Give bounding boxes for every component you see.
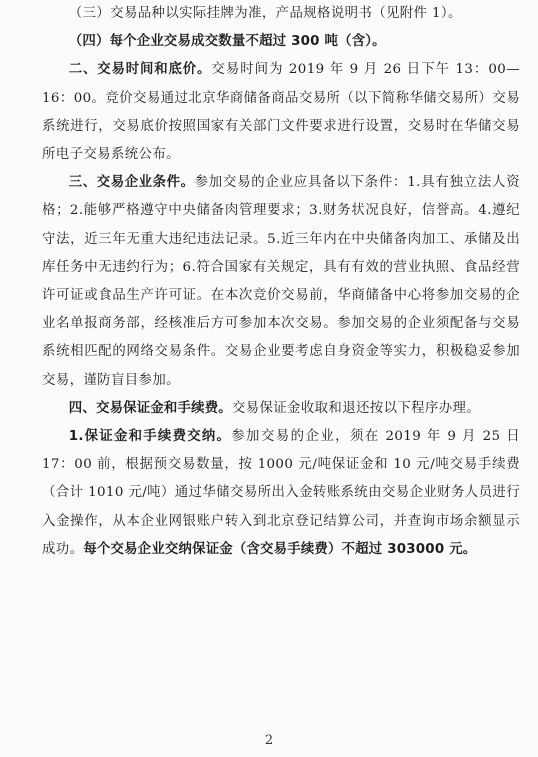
section-enterprise-conditions [42,169,520,395]
section-heading: 二、交易时间和底价。 [68,62,212,78]
paragraph-product-variety [42,0,520,28]
section-deposit-and-fees [42,395,520,423]
paragraph-text: （三）交易品种以实际挂牌为准，产品规格说明书（见附件 1）。 [68,6,462,21]
document-body [42,0,520,564]
section-text: 交易时间为 2019 年 9 月 26 日下午 13：00—16：00。竞价交易通过北京华商储备商品交易所（以下简称华储交易所）交易系统进行，交易底价按照国家有关部门文件要求进行设置，交易时在华储交易所电子交易系统公布。 [42,62,521,163]
page-number: 2 [264,733,274,748]
section-trade-time-and-floor-price [42,56,520,169]
subsection-deposit-payment [42,423,520,564]
section-heading: 三、交易企业条件。 [68,175,195,191]
paragraph-bold-text: （四）每个企业交易成交数量不超过 300 吨（含）。 [68,34,386,50]
subsection-bold-text: 每个交易企业交纳保证金（含交易手续费）不超过 303000 元。 [83,541,477,557]
subsection-heading: 1.保证金和手续费交纳。 [68,429,232,445]
subsection-text: 参加交易的企业，须在 2019 年 9 月 25 日 17：00 前，根据预交易数量，按 1000 元/吨保证金和 10 元/吨交易手续费（合计 1010 元/吨）通过华储交易所出入金转账系统由交易企业财务人员进行入金操作，从本企业网银账户转入到北京登记结算公司，并查询市场余额显示成功。 [42,429,520,557]
section-heading: 四、交易保证金和手续费。 [68,400,232,416]
section-text: 交易保证金收取和退还按以下程序办理。 [231,400,481,416]
section-text: 参加交易的企业应具备以下条件：1.具有独立法人资格；2.能够严格遵守中央储备肉管理要求；3.财务状况良好，信誉高。4.遵纪守法，近三年无重大违纪违法记录。5.近三年内在中央储备肉加工、承储及出库任务中无违约行为；6.符合国家有关规定，具有有效的营业执照、食品经营许可证或食品生产许可证。在本次竞价交易前，华商储备中心将参加交易的企业名单报商务部，经核准后方可参加本次交易。参加交易的企业须配备与交易系统相匹配的网络交易条件。交易企业要考虑自身资金等实力，积极稳妥参加交易，谨防盲目参加。 [42,175,520,388]
paragraph-trade-quantity-limit [42,28,520,56]
